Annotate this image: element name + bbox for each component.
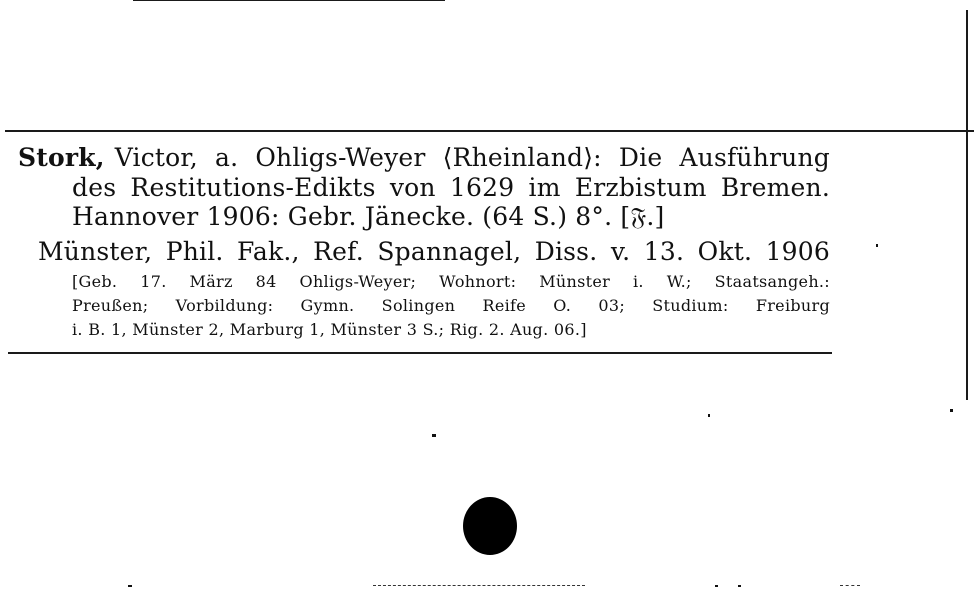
bottom-dashed-rule	[373, 585, 585, 586]
bio-line-2: Preußen; Vorbildung: Gymn. Solingen Reife O. 03; Studium: Freiburg	[72, 296, 830, 315]
bottom-dashed-rule-right	[840, 585, 860, 586]
upper-rule	[5, 130, 974, 132]
entry-line-1-rest: Victor, a. Ohligs-Weyer ⟨Rheinland⟩: Die Ausführung	[114, 143, 830, 172]
scan-speck	[432, 434, 436, 437]
scan-speck	[128, 585, 132, 587]
entry-line-1	[18, 145, 830, 170]
punch-hole	[463, 497, 517, 555]
scan-speck	[715, 585, 718, 587]
lower-rule	[8, 352, 832, 354]
entry-line-3: Hannover 1906: Gebr. Jänecke. (64 S.) 8°. [𝔉.]	[72, 202, 665, 231]
scan-speck	[876, 244, 878, 247]
right-edge-rule	[966, 10, 968, 400]
entry-line-2: des Restitutions-Edikts von 1629 im Erzbistum Bremen.	[72, 173, 830, 202]
scan-speck	[738, 585, 741, 587]
scan-speck	[708, 414, 710, 417]
entry-line-4: Münster, Phil. Fak., Ref. Spannagel, Diss. v. 13. Okt. 1906	[38, 237, 830, 266]
top-short-rule	[133, 0, 445, 1]
author-surname: Stork,	[18, 143, 105, 172]
scan-speck	[950, 409, 953, 412]
bio-line-3: i. B. 1, Münster 2, Marburg 1, Münster 3 S.; Rig. 2. Aug. 06.]	[72, 320, 587, 339]
bio-line-1: [Geb. 17. März 84 Ohligs-Weyer; Wohnort: Münster i. W.; Staatsangeh.:	[72, 272, 830, 291]
